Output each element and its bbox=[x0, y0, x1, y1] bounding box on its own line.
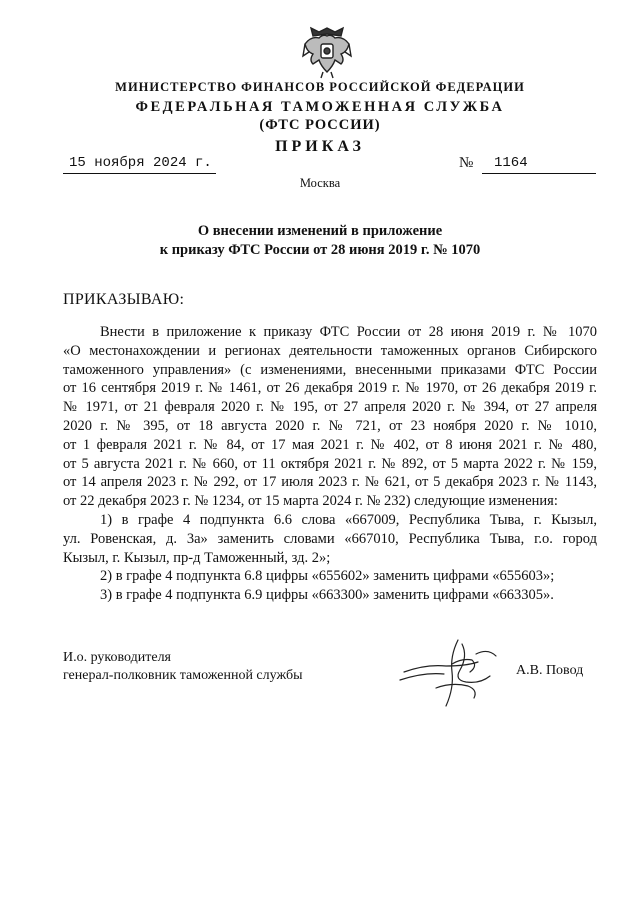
body-line: Внести в приложение к приказу ФТС России от 28 июня 2019 г. № 1070 bbox=[100, 324, 597, 340]
body-line: от 14 апреля 2023 г. № 292, от 17 июля 2023 г. № 621, от 5 декабря 2023 г. № 1143, bbox=[63, 474, 597, 491]
city: Москва bbox=[299, 176, 341, 190]
body-line: от 16 сентября 2019 г. № 1461, от 26 декабря 2019 г. № 1970, от 26 декабря 2019 г. bbox=[63, 380, 597, 397]
number-sign: № bbox=[459, 155, 474, 171]
order-title-line: О внесении изменений в приложение bbox=[197, 223, 443, 239]
body-line: Кызыл, г. Кызыл, пр-д Таможенный, зд. 2»; bbox=[63, 549, 331, 566]
signatory-name: А.В. Повод bbox=[516, 663, 584, 678]
body-line: от 1 февраля 2021 г. № 84, от 17 мая 2021 г. № 402, от 8 июня 2021 г. № 480, bbox=[63, 436, 597, 453]
body-line: от 5 августа 2021 г. № 660, от 11 октября 2021 г. № 892, от 5 марта 2022 г. № 159, bbox=[63, 455, 597, 472]
order-date: 15 ноября 2024 г. bbox=[63, 155, 216, 174]
service-short-name: (ФТС РОССИИ) bbox=[259, 117, 381, 133]
order-title-line: к приказу ФТС России от 28 июня 2019 г. № 1070 bbox=[159, 242, 481, 258]
order-body bbox=[63, 323, 597, 605]
body-line: «О местонахождении и регионах деятельности таможенных органов Сибирского bbox=[63, 342, 597, 359]
ministry-name: МИНИСТЕРСТВО ФИНАНСОВ РОССИЙСКОЙ ФЕДЕРАЦИИ bbox=[115, 80, 525, 94]
body-line: 3) в графе 4 подпункта 6.9 цифры «663300» заменить цифрами «663305». bbox=[100, 587, 554, 604]
order-intro: ПРИКАЗЫВАЮ: bbox=[63, 291, 185, 308]
coat-of-arms-emblem bbox=[301, 22, 353, 80]
order-number: 1164 bbox=[482, 155, 596, 174]
body-line: 1) в графе 4 подпункта 6.6 слова «667009, Республика Тыва, г. Кызыл, bbox=[100, 511, 597, 528]
body-line: ул. Ровенская, д. 3а» заменить словами «667010, Республика Тыва, г.о. город bbox=[63, 530, 597, 547]
body-line: от 22 декабря 2023 г. № 1234, от 15 марта 2024 г. № 232) следующие изменения: bbox=[63, 493, 558, 510]
service-name: ФЕДЕРАЛЬНАЯ ТАМОЖЕННАЯ СЛУЖБА bbox=[135, 99, 505, 115]
body-line: № 1971, от 21 февраля 2020 г. № 195, от 27 апреля 2020 г. № 394, от 27 апреля bbox=[63, 399, 597, 416]
handwritten-signature bbox=[396, 636, 506, 716]
order-title bbox=[0, 222, 640, 260]
body-line: таможенного управления» (с изменениями, внесенными приказами ФТС России bbox=[63, 361, 597, 378]
document-type: ПРИКАЗ bbox=[275, 138, 365, 155]
signatory-rank: генерал-полковник таможенной службы bbox=[63, 668, 303, 683]
body-line: 2) в графе 4 подпункта 6.8 цифры «655602» заменить цифрами «655603»; bbox=[100, 568, 555, 585]
signatory-position: И.о. руководителя bbox=[63, 650, 172, 665]
body-line: 2020 г. № 395, от 18 августа 2020 г. № 721, от 23 ноября 2020 г. № 1010, bbox=[63, 417, 597, 434]
